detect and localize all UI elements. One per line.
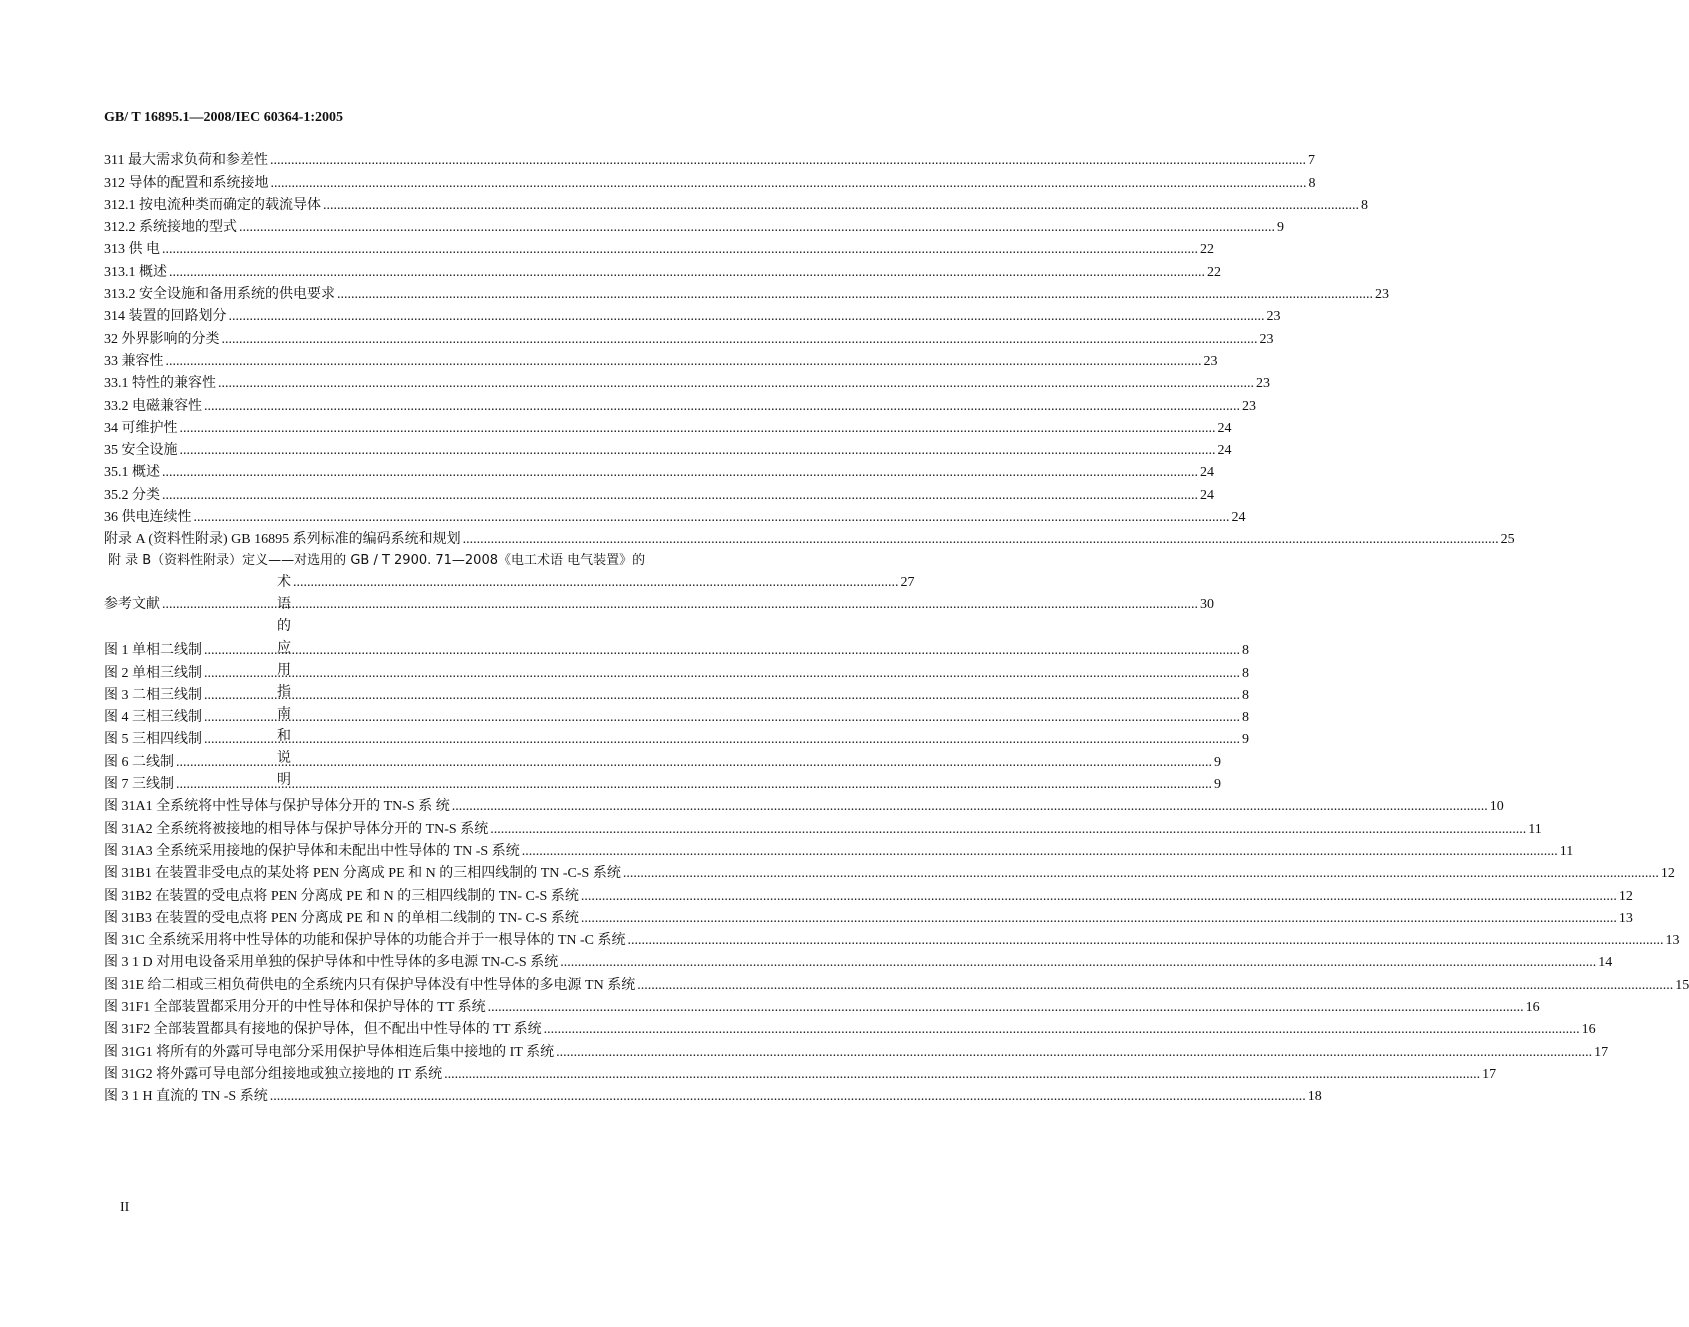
toc-entry[interactable] — [104, 395, 1256, 417]
leader-dots — [176, 774, 1212, 796]
figure-entry-label: 图 3 1 H 直流的 TN -S 系统 — [104, 1089, 268, 1105]
figure-entry-label: 图 31F1 全部装置都采用分开的中性导体和保护导体的 TT 系统 — [104, 1000, 486, 1016]
figure-entry-page: 13 — [1665, 933, 1680, 949]
leader-dots: ............................................................................................................................................................................. — [293, 575, 899, 590]
toc-entry-label: 313.2 安全设施和备用系统的供电要求 — [104, 287, 335, 303]
leader-dots — [581, 886, 1617, 908]
figure-entry[interactable] — [104, 796, 1504, 818]
figure-entry-label: 图 2 单相三线制 — [104, 665, 202, 681]
toc-entry-page: 24 — [1200, 465, 1214, 481]
toc-entry[interactable] — [104, 284, 1389, 306]
leader-dots — [180, 440, 1216, 462]
toc-entry[interactable] — [104, 418, 1232, 440]
figure-entry-page: 18 — [1307, 1089, 1322, 1105]
leader-dots — [162, 594, 1198, 616]
toc-entry-label: 32 外界影响的分类 — [104, 331, 220, 347]
leader-dots — [444, 1064, 1480, 1086]
toc-entry-label: 33 兼容性 — [104, 353, 164, 369]
figure-entry-label: 图 6 二线制 — [104, 754, 174, 770]
toc-entry[interactable] — [104, 217, 1284, 239]
figure-entry[interactable] — [104, 685, 1249, 707]
figure-entry-page: 8 — [1242, 687, 1249, 703]
toc-main-list — [104, 150, 1515, 551]
figure-entry-label: 图 31A3 全系统采用接地的保护导体和未配出中性导体的 TN -S 系统 — [104, 843, 520, 859]
figure-entry-label: 图 31E 给二相或三相负荷供电的全系统内只有保护导体没有中性导体的多电源 TN 系统 — [104, 977, 636, 993]
leader-dots — [463, 529, 1499, 551]
toc-figures-list — [104, 640, 1689, 1108]
toc-entry-page: 7 — [1307, 153, 1315, 169]
toc-entry-page: 23 — [1259, 331, 1274, 347]
toc-entry-page: 8 — [1361, 197, 1368, 213]
figure-entry-label: 图 7 三线制 — [104, 777, 174, 793]
figure-entry-label: 图 5 三相四线制 — [104, 732, 202, 748]
figure-entry-label: 图 31A1 全系统将中性导体与保护导体分开的 TN-S 系 统 — [104, 799, 450, 815]
leader-dots — [204, 707, 1240, 729]
toc-entry[interactable] — [104, 440, 1232, 462]
figure-entry[interactable] — [104, 640, 1249, 662]
page-number-roman: II — [120, 1200, 130, 1215]
figure-entry-page: 15 — [1675, 977, 1689, 993]
figure-entry-label: 图 31A2 全系统将被接地的相导体与保护导体分开的 TN-S 系统 — [104, 821, 489, 837]
toc-entry-page: 25 — [1500, 532, 1515, 548]
figure-entry-label: 图 31B3 在装置的受电点将 PEN 分离成 PE 和 N 的单相二线制的 TN- C-S 系统 — [104, 910, 579, 926]
toc-entry-label: 36 供电连续性 — [104, 510, 192, 526]
toc-entry-label: 312.2 系统接地的型式 — [104, 220, 237, 236]
figure-entry[interactable] — [104, 908, 1633, 930]
figure-entry-page: 11 — [1528, 821, 1542, 837]
toc-entry[interactable] — [104, 507, 1246, 529]
appendix-b-page: 27 — [900, 575, 915, 590]
leader-dots — [204, 685, 1240, 707]
toc-entry-label: 313 供 电 — [104, 242, 160, 258]
figure-entry-page: 14 — [1598, 955, 1613, 971]
figure-entry[interactable] — [104, 751, 1221, 773]
leader-dots — [628, 930, 1664, 952]
toc-entry-page: 23 — [1375, 287, 1389, 303]
figure-entry[interactable] — [104, 818, 1542, 840]
leader-dots — [194, 507, 1230, 529]
leader-dots — [204, 729, 1240, 751]
figure-entry-page: 8 — [1242, 710, 1249, 726]
figure-entry-label: 图 3 1 D 对用电设备采用单独的保护导体和中性导体的多电源 TN-C-S 系统 — [104, 955, 559, 971]
toc-entry-page: 22 — [1200, 242, 1214, 258]
figure-entry[interactable] — [104, 841, 1574, 863]
leader-dots — [271, 173, 1307, 195]
figure-entry-page: 12 — [1660, 866, 1675, 882]
figure-entry-page: 10 — [1489, 799, 1504, 815]
figure-entry-label: 图 31G2 将外露可导电部分组接地或独立接地的 IT 系统 — [104, 1066, 443, 1082]
toc-entry-label: 35 安全设施 — [104, 443, 178, 459]
figure-entry-page: 11 — [1559, 843, 1574, 859]
toc-entry-page: 24 — [1200, 487, 1214, 503]
toc-entry[interactable] — [104, 529, 1515, 551]
appendix-b-title-line2: 术语的应用指南和说明 — [277, 575, 291, 788]
leader-dots — [323, 195, 1359, 217]
toc-entry[interactable] — [104, 462, 1214, 484]
document-standard-header: GB/ T 16895.1—2008/IEC 60364-1:2005 — [104, 110, 344, 125]
toc-entry-page: 24 — [1231, 510, 1246, 526]
references-label: 参考文献 — [104, 597, 160, 613]
figure-entry[interactable] — [104, 997, 1540, 1019]
toc-entry[interactable] — [104, 261, 1221, 283]
appendix-b-title-line1: 附 录 B（资料性附录）定义——对选用的 GB / T 2900. 71—2008《电工术语 电气装置》的 — [108, 553, 646, 568]
figure-entry[interactable] — [104, 930, 1680, 952]
toc-entry[interactable] — [104, 373, 1270, 395]
figure-entry[interactable] — [104, 974, 1689, 996]
toc-entry-label: 附录 A (资料性附录) GB 16895 系列标准的编码系统和规划 — [104, 532, 461, 548]
toc-entry[interactable] — [104, 328, 1274, 350]
figure-entry-page: 12 — [1618, 888, 1633, 904]
leader-dots — [204, 640, 1240, 662]
leader-dots — [180, 418, 1216, 440]
toc-entry-page: 24 — [1217, 443, 1232, 459]
figure-entry-label: 图 31C 全系统采用将中性导体的功能和保护导体的功能合并于一根导体的 TN -C 系统 — [104, 933, 626, 949]
figure-entry-label: 图 31G1 将所有的外露可导电部分采用保护导体相连后集中接地的 IT 系统 — [104, 1044, 555, 1060]
figure-entry-label: 图 31B1 在装置非受电点的某处将 PEN 分离成 PE 和 N 的三相四线制的 TN -C-S 系统 — [104, 866, 621, 882]
toc-entry-label: 33.2 电磁兼容性 — [104, 398, 202, 414]
figure-entry[interactable] — [104, 707, 1249, 729]
toc-entry-label: 35.2 分类 — [104, 487, 160, 503]
figure-entry[interactable] — [104, 1041, 1609, 1063]
toc-entry-page: 23 — [1256, 376, 1270, 392]
toc-entry-page: 23 — [1242, 398, 1256, 414]
figure-entry[interactable] — [104, 952, 1613, 974]
toc-entry-label: 34 可维护性 — [104, 420, 178, 436]
figure-entry-page: 16 — [1581, 1022, 1596, 1038]
leader-dots — [637, 975, 1673, 997]
figure-entry[interactable] — [104, 863, 1675, 885]
figure-entry-label: 图 4 三相三线制 — [104, 710, 202, 726]
toc-entry[interactable] — [104, 239, 1214, 261]
leader-dots — [162, 239, 1198, 261]
toc-entry-page: 8 — [1308, 175, 1316, 191]
leader-dots — [488, 997, 1524, 1019]
leader-dots — [218, 373, 1254, 395]
leader-dots — [337, 284, 1373, 306]
leader-dots — [204, 663, 1240, 685]
leader-dots — [176, 752, 1212, 774]
leader-dots — [162, 485, 1198, 507]
toc-entry-page: 22 — [1207, 264, 1221, 280]
toc-entry-page: 24 — [1217, 420, 1232, 436]
toc-entry-references[interactable] — [104, 594, 1214, 616]
leader-dots — [581, 908, 1617, 930]
leader-dots — [560, 952, 1596, 974]
figure-entry-page: 17 — [1594, 1044, 1609, 1060]
figure-entry[interactable] — [104, 1064, 1497, 1086]
toc-entry-label: 35.1 概述 — [104, 465, 160, 481]
figure-entry[interactable] — [104, 729, 1249, 751]
toc-entry-label: 312.1 按电流种类而确定的载流导体 — [104, 197, 321, 213]
toc-entry-page: 9 — [1277, 220, 1284, 236]
toc-entry-label: 313.1 概述 — [104, 264, 167, 280]
figure-entry-label: 图 31F2 全部装置都具有接地的保护导体，但不配出中性导体的 TT 系统 — [104, 1022, 542, 1038]
figure-entry[interactable] — [104, 774, 1221, 796]
figure-entry-label: 图 1 单相二线制 — [104, 643, 202, 659]
leader-dots — [204, 396, 1240, 418]
leader-dots — [270, 150, 1306, 172]
toc-entry[interactable] — [104, 172, 1316, 194]
figure-entry-page: 9 — [1214, 777, 1221, 793]
leader-dots — [490, 819, 1526, 841]
figure-entry-page: 9 — [1242, 732, 1249, 748]
leader-dots — [270, 1086, 1306, 1108]
toc-entry-label: 314 装置的回路划分 — [104, 309, 227, 325]
figure-entry-label: 图 31B2 在装置的受电点将 PEN 分离成 PE 和 N 的三相四线制的 TN- C-S 系统 — [104, 888, 579, 904]
figure-entry[interactable] — [104, 885, 1633, 907]
toc-entry-label: 33.1 特性的兼容性 — [104, 376, 216, 392]
figure-entry[interactable] — [104, 1086, 1322, 1108]
toc-entry[interactable] — [104, 484, 1214, 506]
leader-dots — [556, 1042, 1592, 1064]
figure-entry-page: 8 — [1242, 665, 1249, 681]
toc-entry-page: 23 — [1266, 309, 1281, 325]
toc-entry[interactable] — [104, 306, 1281, 328]
figure-entry-page: 8 — [1242, 643, 1249, 659]
figure-entry-label: 图 3 二相三线制 — [104, 687, 202, 703]
leader-dots — [229, 306, 1265, 328]
references-page: 30 — [1200, 597, 1214, 613]
figure-entry[interactable] — [104, 662, 1249, 684]
toc-entry[interactable] — [104, 351, 1218, 373]
toc-entry-page: 23 — [1203, 353, 1218, 369]
toc-entry[interactable] — [104, 150, 1315, 172]
leader-dots — [452, 796, 1488, 818]
leader-dots — [166, 351, 1202, 373]
leader-dots — [169, 262, 1205, 284]
toc-entry[interactable] — [104, 195, 1368, 217]
figure-entry-page: 17 — [1482, 1066, 1497, 1082]
leader-dots — [544, 1019, 1580, 1041]
leader-dots — [522, 841, 1558, 863]
leader-dots — [623, 863, 1659, 885]
leader-dots — [222, 329, 1258, 351]
figure-entry-page: 16 — [1525, 1000, 1540, 1016]
leader-dots — [239, 217, 1275, 239]
toc-entry-label: 312 导体的配置和系统接地 — [104, 175, 269, 191]
figure-entry[interactable] — [104, 1019, 1596, 1041]
figure-entry-page: 9 — [1214, 754, 1221, 770]
leader-dots — [162, 462, 1198, 484]
figure-entry-page: 13 — [1618, 910, 1633, 926]
toc-entry-label: 311 最大需求负荷和参差性 — [104, 153, 268, 169]
